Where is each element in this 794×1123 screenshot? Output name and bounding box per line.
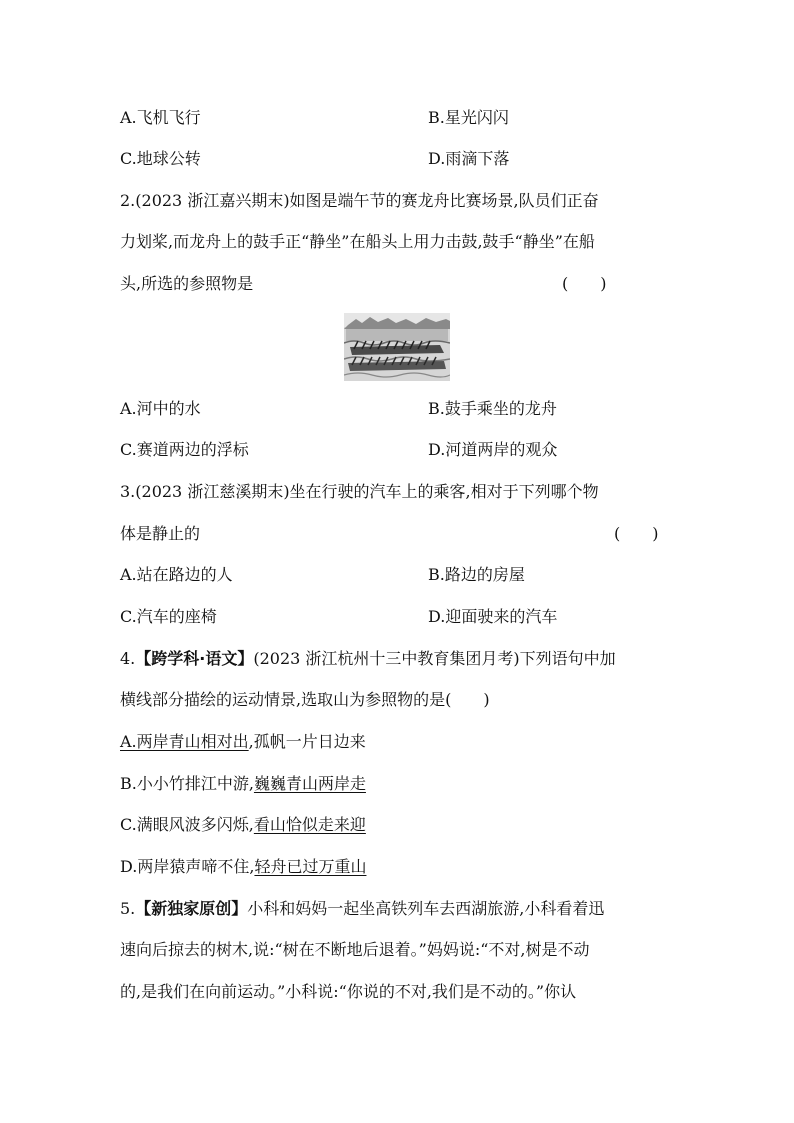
q2-stem-line-2: 力划桨,而龙舟上的鼓手正“静坐”在船头上用力击鼓,鼓手“静坐”在船 xyxy=(120,232,595,251)
q3-option-a: A.站在路边的人 xyxy=(120,565,233,584)
q4-option-c xyxy=(120,814,366,836)
q4-option-d xyxy=(120,856,366,878)
q4-stem-line-1 xyxy=(120,648,616,670)
q5-stem-line-3: 的,是我们在向前运动。”小科说:“你说的不对,我们是不动的。”你认 xyxy=(120,982,577,1001)
q4-tag: 【跨学科·语文】 xyxy=(135,649,254,668)
q4-stem-text: (2023 浙江杭州十三中教育集团月考)下列语句中加 xyxy=(253,649,616,668)
q5-tag: 【新独家原创】 xyxy=(135,899,248,918)
q5-stem-line-1 xyxy=(120,898,604,920)
q2-option-b: B.鼓手乘坐的龙舟 xyxy=(428,399,557,418)
q4-option-d-underlined: 轻舟已过万重山 xyxy=(254,857,367,876)
q3-stem-line-1: 3.(2023 浙江慈溪期末)坐在行驶的汽车上的乘客,相对于下列哪个物 xyxy=(120,482,599,501)
q4-option-c-underlined: 看山恰似走来迎 xyxy=(253,815,366,834)
q4-option-b-pre: B.小小竹排江中游, xyxy=(120,774,254,793)
q1-option-d: D.雨滴下落 xyxy=(428,149,510,168)
q3-answer-paren: ( ) xyxy=(614,524,659,543)
q4-number: 4. xyxy=(120,649,136,668)
q4-option-c-pre: C.满眼风波多闪烁, xyxy=(120,815,254,834)
q3-option-d: D.迎面驶来的汽车 xyxy=(428,607,558,626)
q4-option-a xyxy=(120,731,366,753)
q1-option-c: C.地球公转 xyxy=(120,149,201,168)
q4-stem-line-2: 横线部分描绘的运动情景,选取山为参照物的是( ) xyxy=(120,690,490,709)
q4-option-a-rest: ,孤帆一片日边来 xyxy=(248,732,366,751)
q4-option-d-pre: D.两岸猿声啼不住, xyxy=(120,857,255,876)
q5-stem-line-2: 速向后掠去的树木,说:“树在不断地后退着。”妈妈说:“不对,树是不动 xyxy=(120,940,590,959)
q5-number: 5. xyxy=(120,899,136,918)
q3-option-b: B.路边的房屋 xyxy=(428,565,525,584)
dragon-boat-race-icon xyxy=(344,313,450,381)
q3-stem-line-2: 体是静止的 xyxy=(120,524,201,543)
dragon-boat-race-image xyxy=(344,313,450,381)
q1-option-a: A.飞机飞行 xyxy=(120,108,201,127)
q2-option-c: C.赛道两边的浮标 xyxy=(120,440,249,459)
q4-option-a-underlined: A.两岸青山相对出 xyxy=(120,732,249,751)
q2-stem-line-3: 头,所选的参照物是 xyxy=(120,274,254,293)
q5-stem-text: 小科和妈妈一起坐高铁列车去西湖旅游,小科看着迅 xyxy=(247,899,605,918)
q4-option-b xyxy=(120,773,366,795)
q4-option-b-underlined: 巍巍青山两岸走 xyxy=(253,774,366,793)
q2-stem-line-1: 2.(2023 浙江嘉兴期末)如图是端午节的赛龙舟比赛场景,队员们正奋 xyxy=(120,191,599,210)
q1-option-b: B.星光闪闪 xyxy=(428,108,509,127)
q3-option-c: C.汽车的座椅 xyxy=(120,607,217,626)
q2-option-a: A.河中的水 xyxy=(120,399,201,418)
q2-option-d: D.河道两岸的观众 xyxy=(428,440,558,459)
q2-answer-paren: ( ) xyxy=(562,274,607,293)
